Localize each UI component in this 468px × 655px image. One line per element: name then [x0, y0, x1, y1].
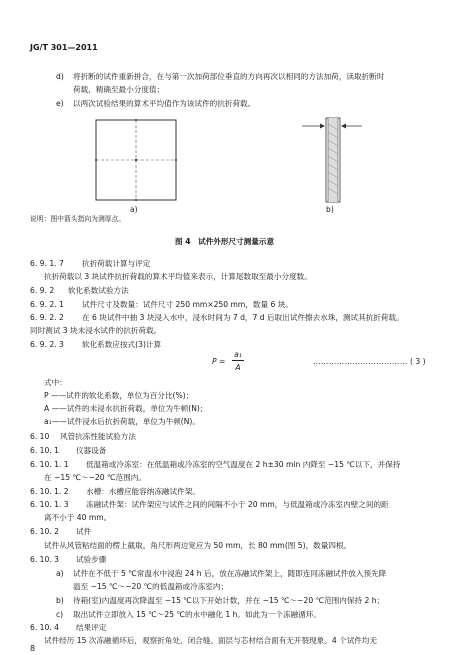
step-d-label: d): [56, 72, 64, 81]
step-d-line2: 荷载，精确至最小分度值；: [73, 85, 165, 94]
section-692-title: 软化系数试验方法: [68, 286, 129, 295]
step-a-label: a): [56, 569, 64, 578]
page-number: 8: [30, 644, 36, 653]
section-61013-line2: 离不小于 40 mm。: [44, 513, 112, 522]
formula-numerator: a₁: [234, 350, 242, 359]
section-610-title: 风管抗冻性能试验方法: [60, 432, 136, 441]
step-a-line2: 温至 −15 ℃～−20 ℃的低温箱或冷冻室内；: [73, 582, 229, 591]
figure-a-square-diagram: [92, 116, 180, 204]
section-6104-title: 结果评定: [76, 623, 107, 632]
where-item-p: P ——试件的软化系数，单位为百分比(%)；: [44, 391, 194, 400]
section-6103-title: 试验步骤: [76, 555, 107, 564]
step-d-line1: 将折断的试件重新拼合，在与第一次加荷部位垂直的方向再次以相同的方法加荷，读取折断时: [73, 72, 385, 81]
figure-b-label: b): [326, 205, 334, 214]
step-e-label: e): [56, 99, 64, 108]
step-a-line1: 试件在不低于 5 ℃常温水中浸泡 24 h 后，放在冻融试件架上，随即连同冻融试件放入预先降: [73, 569, 387, 578]
figure-caption: 图 4 试件外形尺寸测量示意: [175, 237, 275, 246]
section-6917-body: 抗折荷载以 3 块试件抗折荷载的算术平均值来表示，计算尾数取至最小分度数。: [44, 272, 312, 281]
figure-b-section-diagram: [300, 112, 364, 206]
section-6102-body: 试件从风管粘结面的楞上截取，角尺形两边宽应为 50 mm，长 80 mm(图 5)，数量四根。: [44, 541, 352, 550]
section-6921-text: 试件尺寸及数量：试件尺寸 250 mm×250 mm，数量 6 块。: [82, 300, 293, 309]
section-6103-number: 6. 10. 3: [30, 555, 59, 564]
section-61013-line1: 冻融试件架：试件架应与试件之间的间隔不小于 20 mm，与低温箱或冷冻室内壁之间的距: [86, 500, 389, 509]
step-c-label: c): [56, 610, 64, 619]
section-6923-text: 软化系数应按式(3)计算: [82, 340, 162, 349]
where-item-a: A ——试件的未浸水抗折荷载，单位为牛顿(N)；: [44, 404, 208, 413]
formula-denominator: A: [235, 363, 241, 372]
figure-a-label: a): [130, 205, 138, 214]
where-intro: 式中：: [44, 378, 67, 387]
section-6104-number: 6. 10. 4: [30, 623, 59, 632]
section-6917-title: 抗折荷载计算与评定: [82, 259, 151, 268]
formula-fraction-bar: [232, 360, 244, 361]
formula-lhs: P =: [212, 357, 226, 366]
step-c-line1: 取出试件立即放入 15 ℃～25 ℃的水中融化 1 h。如此为一个冻融循环。: [73, 610, 321, 619]
section-6102-title: 试件: [76, 527, 92, 536]
section-6101-number: 6. 10. 1: [30, 446, 59, 455]
section-6917-number: 6. 9. 1. 7: [30, 259, 64, 268]
section-6104-body: 试件经历 15 次冻融循环后，观察折角处、闭合缝、面层与芯材结合面有无开裂现象。4 个试件均无: [44, 636, 378, 645]
section-61011-line2: 在 −15 ℃～−20 ℃范围内。: [44, 473, 146, 482]
section-61011-number: 6. 10. 1. 1: [30, 460, 69, 469]
section-6922-line1: 在 6 块试件中抽 3 块浸入水中，浸水时间为 7 d，7 d 后取出试件擦去水珠，测试其抗折荷载。: [82, 313, 404, 322]
step-b-label: b): [56, 596, 64, 605]
section-61011-line1: 低温箱或冷冻室：在低温箱或冷冻室的空气温度在 2 h±30 min 内降至 −15 ℃以下，并保持: [86, 460, 401, 469]
section-6101-title: 仪器设备: [76, 446, 107, 455]
formula-equation-number: ( 3 ): [410, 357, 426, 366]
section-692-number: 6. 9. 2: [30, 286, 55, 295]
section-6921-number: 6. 9. 2. 1: [30, 300, 64, 309]
section-6922-number: 6. 9. 2. 2: [30, 313, 64, 322]
section-61013-number: 6. 10. 1. 3: [30, 500, 69, 509]
step-e-line1: 以两次试验结果的算术平均值作为该试件的抗折荷载。: [73, 99, 256, 108]
section-61012-number: 6. 10. 1. 2: [30, 487, 69, 496]
figure-note: 说明：图中箭头指向为测厚点。: [30, 215, 126, 223]
section-61012-text: 水槽：水槽应能容纳冻融试件架。: [86, 487, 200, 496]
section-610-number: 6. 10: [30, 432, 50, 441]
standard-header: JG/T 301—2011: [30, 43, 98, 52]
section-6102-number: 6. 10. 2: [30, 527, 59, 536]
section-6922-line2: 同时测试 3 块未浸水试件的抗折荷载。: [30, 326, 162, 335]
where-item-a1: a₁——试件浸水后抗折荷载，单位为牛顿(N)。: [44, 417, 200, 426]
step-b-line1: 待箱(室)内温度再次降温至 −15 ℃以下开始计数，并在 −15 ℃～−20 ℃范围内保持 2 h；: [73, 596, 385, 605]
formula-leader-dots: ………………………………: [313, 357, 408, 366]
section-6923-number: 6. 9. 2. 3: [30, 340, 64, 349]
